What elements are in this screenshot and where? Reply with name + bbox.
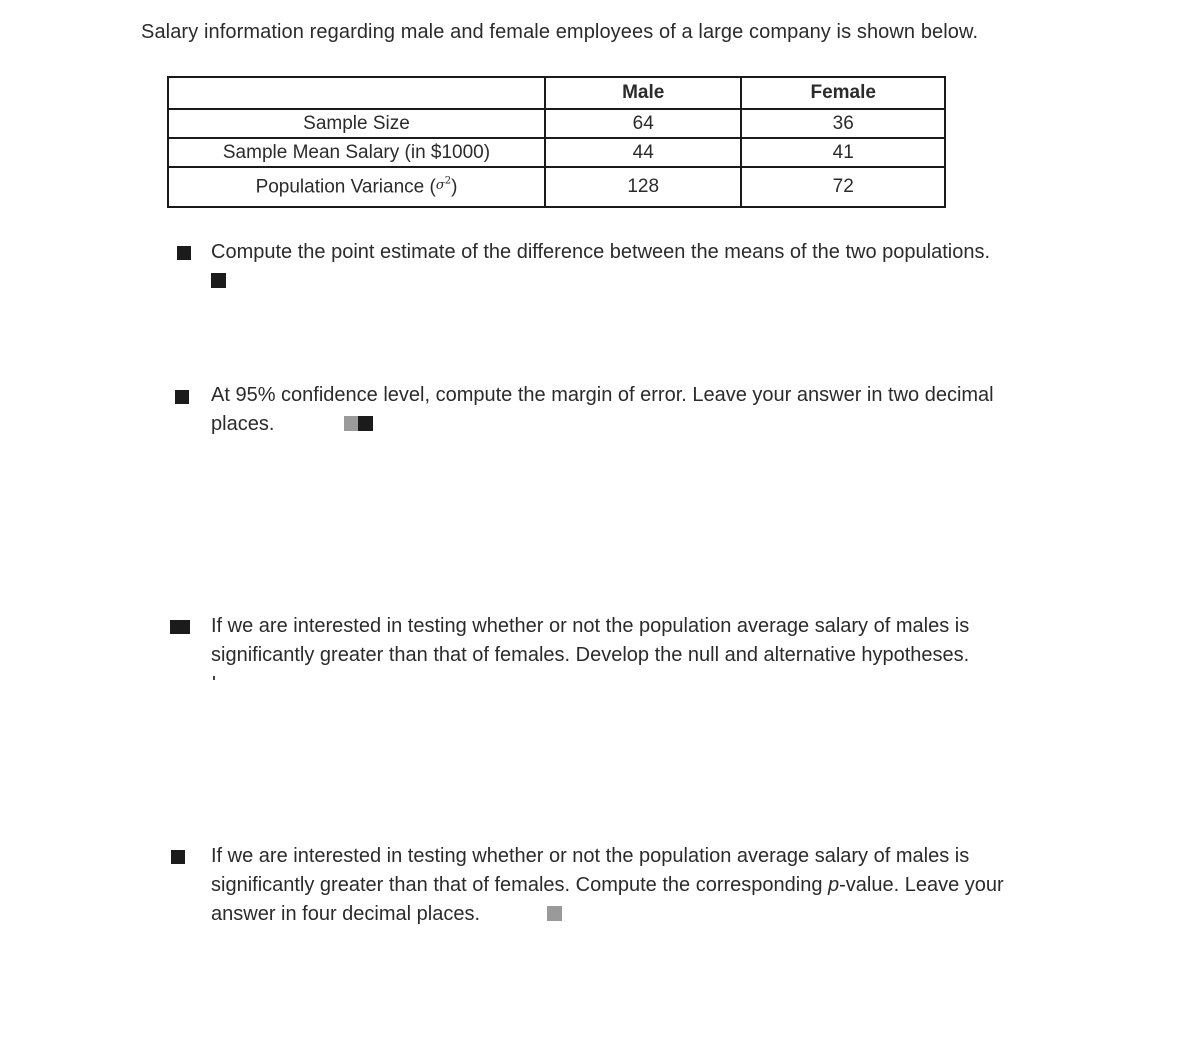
- header-empty: [168, 77, 545, 109]
- female-value: 72: [741, 167, 945, 207]
- p-italic: p: [828, 874, 840, 896]
- question-marker: [175, 390, 189, 404]
- table-header-row: [168, 77, 945, 109]
- question-text-end: -value. Leave your answer in four decimal places.: [211, 874, 1004, 925]
- female-value: 41: [741, 138, 945, 167]
- male-value: 44: [545, 138, 742, 167]
- question-text-start: If we are interested in testing whether or not the population average salary of males is significantly greater than that of females. Compute the corresponding: [211, 845, 970, 896]
- answer-box[interactable]: [211, 273, 226, 288]
- answer-box[interactable]: [358, 416, 373, 431]
- question-marker: [177, 246, 191, 260]
- question-marker: [171, 850, 185, 864]
- question-text: At 95% confidence level, compute the margin of error. Leave your answer in two decimal places.: [211, 384, 994, 435]
- intro-text: Salary information regarding male and female employees of a large company is shown below.: [141, 21, 979, 43]
- table-row: [168, 167, 945, 207]
- row-label: [168, 167, 545, 207]
- superscript-two: 2: [444, 175, 452, 187]
- salary-table: [167, 76, 946, 208]
- question-4: [211, 842, 1061, 929]
- male-value: 64: [545, 109, 742, 138]
- header-male: Male: [545, 77, 742, 109]
- row-label: Sample Mean Salary (in $1000): [168, 138, 545, 167]
- answer-box[interactable]: [344, 416, 358, 431]
- answer-marker: [213, 676, 215, 680]
- question-1: [211, 238, 1061, 296]
- male-value: 128: [545, 167, 742, 207]
- row-label-text: Population Variance (: [255, 176, 436, 198]
- close-paren: ): [451, 176, 458, 198]
- row-label: Sample Size: [168, 109, 545, 138]
- question-marker: [170, 620, 190, 634]
- question-3: [211, 612, 1061, 670]
- header-female: Female: [741, 77, 945, 109]
- answer-box[interactable]: [547, 906, 562, 921]
- question-text: Compute the point estimate of the difference between the means of the two populations.: [211, 241, 991, 263]
- sigma-symbol: σ: [435, 177, 445, 193]
- table-row: [168, 109, 945, 138]
- table-row: [168, 138, 945, 167]
- sigma-squared-symbol: [435, 175, 452, 193]
- question-2: [211, 381, 1061, 439]
- female-value: 36: [741, 109, 945, 138]
- question-text: If we are interested in testing whether or not the population average salary of males is significantly greater than that of females. Develop the null and alternative hypotheses.: [211, 615, 970, 666]
